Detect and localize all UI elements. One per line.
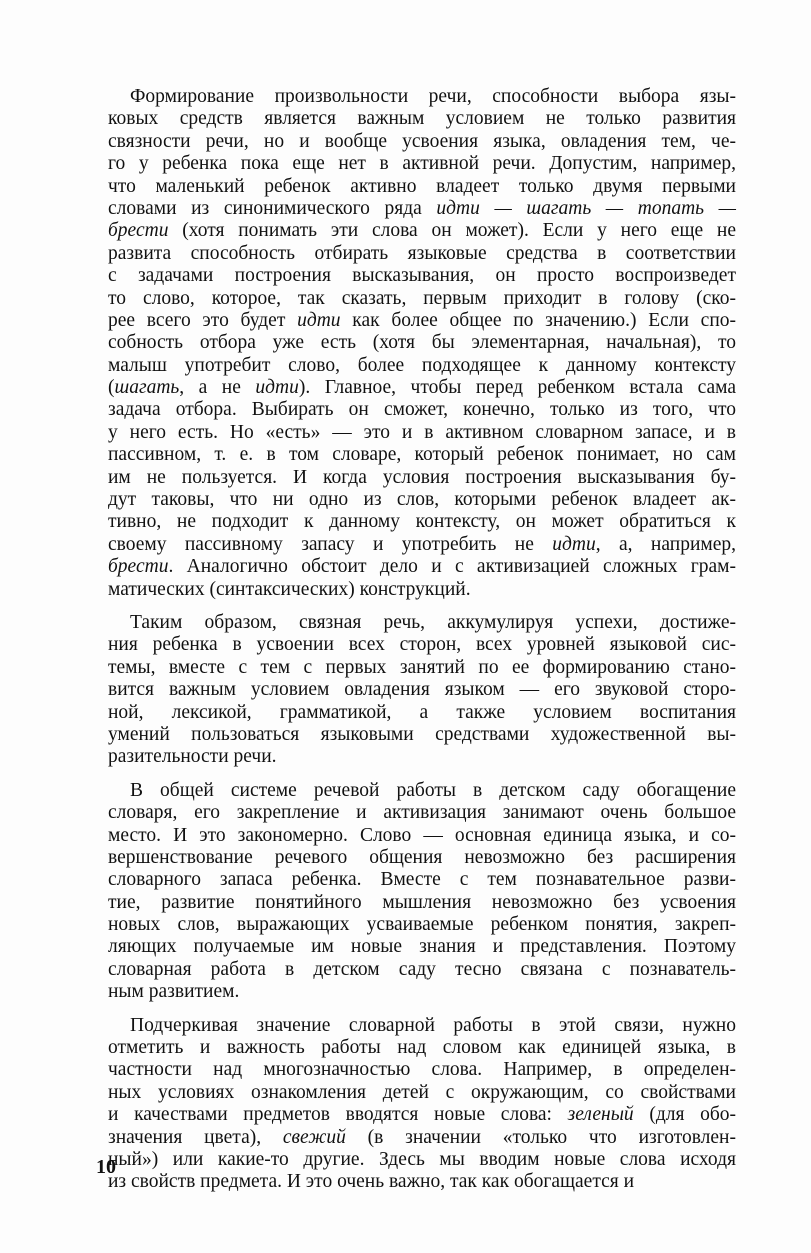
italic-term: брести: [108, 556, 169, 578]
italic-term: зеленый: [567, 1104, 634, 1126]
text-line: у него есть. Но «есть» — это и в активном словарном запасе, и в: [108, 421, 736, 443]
text-line: задача отбора. Выбирать он сможет, конечно, только из того, что: [108, 399, 736, 421]
text-line: словарного запаса ребенка. Вместе с тем познавательное разви-: [108, 869, 736, 891]
text-line: В общей системе речевой работы в детском саду обогащение: [130, 779, 736, 801]
italic-term: идти: [297, 309, 341, 331]
text-line: словаря, его закрепление и активизация занимают очень большое: [108, 802, 736, 824]
text-line: брести (хотя понимать эти слова он может). Если у него еще не: [108, 220, 736, 242]
page-number: 10: [96, 1156, 116, 1178]
body-text: [108, 86, 736, 1194]
text-line: пассивном, т. е. в том словаре, который ребенок понимает, но сам: [108, 444, 736, 466]
text-line: Таким образом, связная речь, аккумулируя успехи, достиже-: [130, 611, 736, 633]
text-line: собность отбора уже есть (хотя бы элементарная, начальная), то: [108, 332, 736, 354]
italic-term: идти: [255, 377, 299, 399]
text-line: умений пользоваться языковыми средствами художественной вы-: [108, 723, 736, 745]
text-line: то слово, которое, так сказать, первым приходит в голову (ско-: [108, 287, 736, 309]
italic-term: идти — шагать — топать —: [436, 197, 736, 219]
text-line: связности речи, но и вообще усвоения языка, овладения тем, че-: [108, 130, 736, 152]
text-line: что маленький ребенок активно владеет только двумя первыми: [108, 175, 736, 197]
text-line: ляющих получаемые им новые знания и представления. Поэтому: [108, 936, 736, 958]
italic-term: свежий: [282, 1126, 346, 1148]
text-line: ным развитием.: [108, 981, 240, 1003]
text-line: своему пассивному запасу и употребить не идти, а, например,: [108, 533, 737, 555]
paragraph: [108, 780, 736, 1004]
text-line: вится важным условием овладения языком — его звуковой сторо-: [108, 679, 736, 701]
text-line: место. И это закономерно. Слово — основная единица языка, и со-: [108, 824, 736, 846]
text-line: ной, лексикой, грамматикой, а также условием воспитания: [108, 701, 736, 723]
text-line: брести. Аналогично обстоит дело и с активизацией сложных грам-: [108, 556, 736, 578]
text-line: вершенствование речевого общения невозможно без расширения: [108, 846, 736, 868]
text-line: частности над многозначностью слова. Например, в определен-: [108, 1059, 736, 1081]
text-line: ный») или какие-то другие. Здесь мы вводим новые слова исходя: [108, 1148, 736, 1170]
text-line: новых слов, выражающих усваиваемые ребенком понятия, закреп-: [108, 914, 736, 936]
paragraph-gap: [108, 769, 736, 780]
text-line: малыш употребит слово, более подходящее к данному контексту: [108, 354, 736, 376]
text-line: Формирование произвольности речи, способности выбора язы-: [130, 86, 736, 107]
text-line: дут таковы, что ни одно из слов, которыми ребенок владеет ак-: [108, 489, 736, 511]
text-line: развита способность отбирать языковые средства в соответствии: [108, 242, 736, 264]
paragraph-gap: [108, 601, 736, 612]
italic-term: идти: [552, 533, 596, 555]
paragraph: [108, 86, 736, 601]
text-line: темы, вместе с тем с первых занятий по ее формированию стано-: [108, 656, 736, 678]
text-line: матических (синтаксических) конструкций.: [108, 578, 471, 600]
text-line: (шагать, а не идти). Главное, чтобы перед ребенком встала сама: [108, 377, 736, 399]
italic-term: шагать: [114, 377, 180, 399]
text-line: значения цвета), свежий (в значении «только что изготовлен-: [108, 1126, 736, 1148]
text-line: словами из синонимического ряда идти — шагать — топать —: [108, 197, 736, 219]
text-line: го у ребенка пока еще нет в активной речи. Допустим, например,: [108, 153, 736, 175]
text-line: и качествами предметов вводятся новые слова: зеленый (для обо-: [108, 1104, 736, 1126]
paragraph: [108, 1015, 736, 1194]
italic-term: брести: [108, 220, 169, 242]
text-line: тивно, не подходит к данному контексту, он может обратиться к: [108, 511, 736, 533]
text-line: отметить и важность работы над словом как единицей языка, в: [108, 1037, 736, 1059]
text-line: им не пользуется. И когда условия построения высказывания бу-: [108, 466, 736, 488]
paragraph-gap: [108, 1004, 736, 1015]
text-line: ния ребенка в усвоении всех сторон, всех уровней языковой сис-: [108, 634, 736, 656]
text-line: рее всего это будет идти как более общее по значению.) Если спо-: [108, 309, 736, 331]
text-line: из свойств предмета. И это очень важно, так как обогащается и: [108, 1171, 635, 1193]
text-line: с задачами построения высказывания, он просто воспроизведет: [108, 265, 736, 287]
text-line: словарная работа в детском саду тесно связана с познаватель-: [108, 958, 736, 980]
text-line: ковых средств является важным условием не только развития: [108, 108, 736, 130]
text-line: Подчеркивая значение словарной работы в этой связи, нужно: [130, 1014, 736, 1036]
text-line: ных условиях ознакомления детей с окружающим, со свойствами: [108, 1081, 736, 1103]
text-line: тие, развитие понятийного мышления невозможно без усвоения: [108, 891, 736, 913]
text-line: разительности речи.: [108, 746, 277, 768]
paragraph: [108, 612, 736, 769]
